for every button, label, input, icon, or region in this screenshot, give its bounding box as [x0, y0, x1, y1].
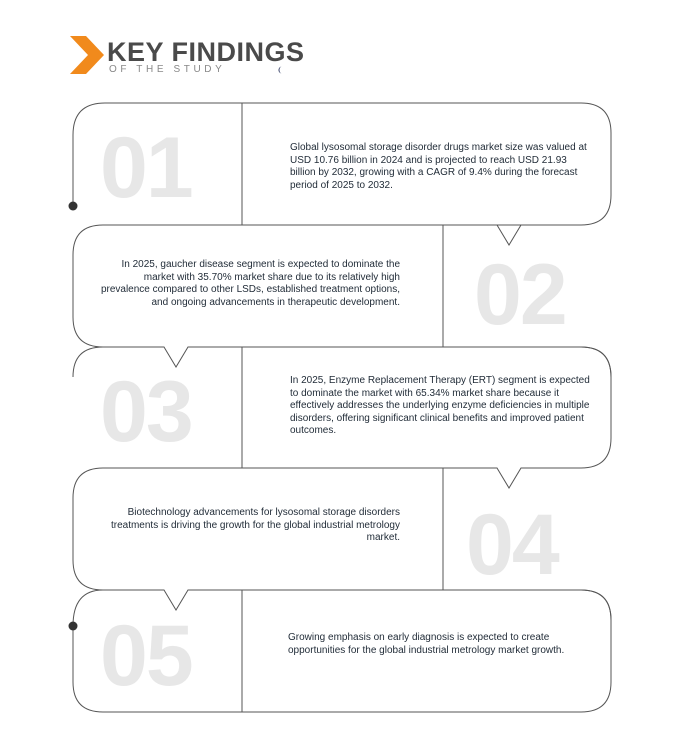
finding-text-05: Growing emphasis on early diagnosis is expected to create opportunities for the global industrial metrology market growth.: [288, 632, 565, 656]
box-03-left-curve: [73, 347, 103, 377]
bullet-dot-top: [69, 202, 78, 211]
finding-number-03: 03: [100, 364, 192, 460]
finding-text-04: Biotechnology advancements for lysosomal storage disorders treatments is driving the growth for the global industrial metrology market.: [110, 507, 400, 543]
box-05-top-left: [73, 590, 103, 626]
finding-number-05: 05: [100, 608, 192, 704]
finding-number-04: 04: [466, 497, 558, 593]
finding-number-02: 02: [474, 247, 566, 343]
finding-text-02: In 2025, gaucher disease segment is expected to dominate the market with 35.70% market share due to its relatively high prevalence compared to other LSDs, established treatment options, and ongoing advancements in therapeutic development.: [100, 259, 400, 308]
page-title: KEY FINDINGS: [107, 37, 305, 67]
bullet-dot-bottom: [69, 622, 78, 631]
box-02-right-arc: [581, 347, 611, 377]
box-04-right-arc: [581, 590, 611, 620]
finding-text-03: In 2025, Enzyme Replacement Therapy (ERT) segment is expected to dominate the market with 65.34% market share because it effectively addresses the underlying enzyme deficiencies in multiple disorders, offering significant clinical benefits and improved patient outcomes.: [290, 375, 590, 436]
finding-text-01: Global lysosomal storage disorder drugs market size was valued at USD 10.76 billion in 2024 and is projected to reach USD 21.93 billion by 2032, growing with a CAGR of 9.4% during the forecast period of 2025 to 2032.: [290, 142, 587, 191]
finding-number-01: 01: [100, 120, 192, 216]
page-subtitle: OF THE STUDY: [109, 64, 226, 75]
